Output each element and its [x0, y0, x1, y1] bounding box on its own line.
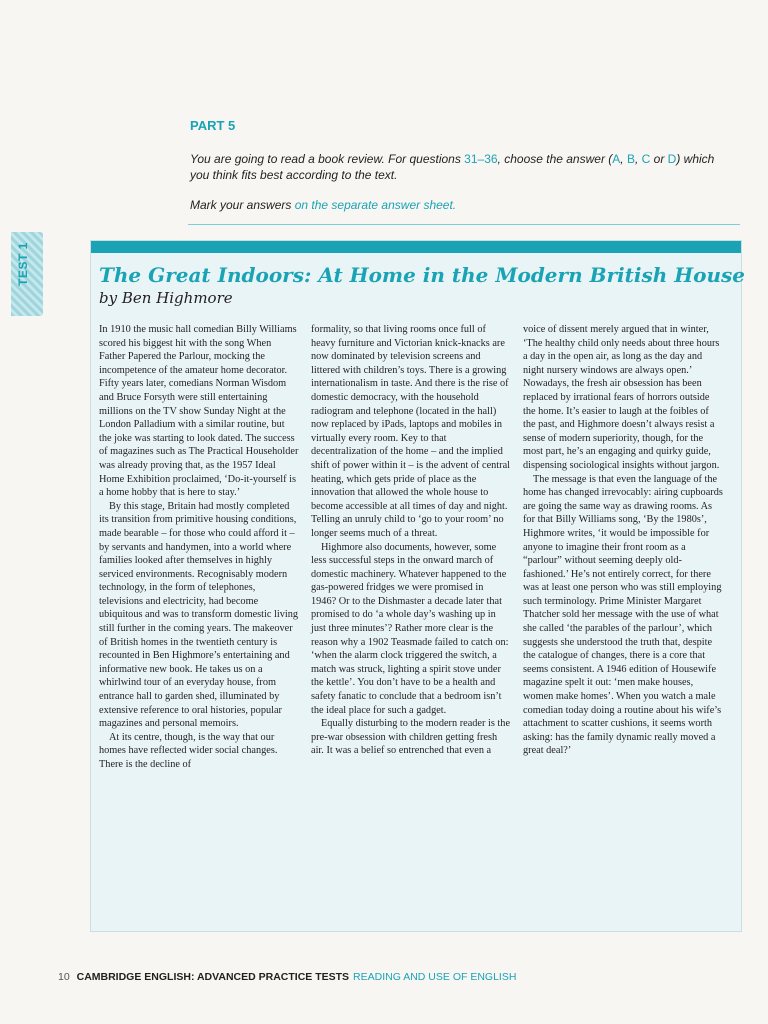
- paragraph: The message is that even the language of the home has changed irrevocably: airing cupboards are going the same way as drawing rooms. As for that Billy Williams song, ‘By the 1980s’, Highmore writes, ‘it would be impossible for anyone to imagine their front room as a “parlour” without seeming deeply old-fashioned.’ He’s not entirely correct, for there was at least one person who was still employing such terminology. Prime Minister Margaret Thatcher sold her message with the use of what she called ‘the parables of the parlour’, which suggests she understood the truth that, despite the catalogue of changes, there is a core that seems consistent. A 1946 edition of Housewife magazine spelt it out: ‘men make houses, women make homes’. When you watch a male comedian today doing a routine about his wife’s attachment to scatter cushions, it seems worth asking: has the family dynamic really moved a great deal?’: [523, 473, 723, 757]
- mark-text: Mark your answers: [190, 198, 295, 212]
- paragraph: At its centre, though, is the way that our homes have reflected wider social changes. There is the decline of: [99, 731, 278, 770]
- page-footer: [58, 971, 516, 983]
- instructions: [190, 151, 720, 183]
- paragraph: voice of dissent merely argued that in winter, ‘The healthy child only needs about three hours a day in the open air, as long as the day and night nursery windows are always open.’ Nowadays, the fresh air obsession has been replaced by irrational fears of horrors outside the home. It’s easier to laugh at the foibles of the past, and Highmore doesn’t always resist a sense of modern superiority, though, for the most part, he’s an engaging and quirky guide, dispensing sociological insights without jargon.: [523, 324, 720, 471]
- paragraph: In 1910 the music hall comedian Billy Williams scored his biggest hit with the song When Father Papered the Parlour, mocking the incompetence of the amateur home decorator. Fifty years later, comedians Norman Wisdom and Bruce Forsyth were still entertaining millions on the TV show Sunday Night at the London Palladium with a similar routine, but the joke was starting to look dated. The success of magazines such as The Practical Householder was already proving that, as the 1957 Ideal Home Exhibition proclaimed, ‘Do-it-yourself is a home hobby that is here to stay.’: [99, 324, 299, 499]
- instructions-text: You are going to read a book review. For questions: [190, 152, 465, 166]
- article-column-1: [99, 323, 299, 772]
- divider: [188, 224, 740, 225]
- instructions-text: ) which you think fits best according to the text.: [190, 152, 715, 182]
- page-number: 10: [58, 971, 70, 983]
- instructions-text: , choose the answer (: [497, 152, 613, 166]
- mark-answers-note: [190, 198, 456, 212]
- separator: ,: [634, 152, 642, 166]
- paragraph: Highmore also documents, however, some less successful steps in the onward march of domestic machinery. Whatever happened to the gas-powered fridges we were promised in 1946? Or to the Dishmaster a decade later that promised to do ‘a whole day’s washing up in just three minutes’? Rather more clear is the reason why a 1902 Teasmade failed to catch on: ‘when the alarm clock triggered the switch, a match was struck, lighting a spirit stove under the kettle’. You don’t have to be a health and safety fanatic to conclude that a bedroom isn’t the ideal place for such a gadget.: [311, 541, 509, 716]
- answer-sheet-text: on the separate answer sheet.: [294, 198, 457, 212]
- article-column-2: [311, 323, 511, 758]
- footer-brand: CAMBRIDGE ENGLISH: ADVANCED PRACTICE TESTS: [76, 971, 350, 983]
- paragraph: Equally disturbing to the modern reader is the pre-war obsession with children getting fresh air. It was a belief so entrenched that even a: [311, 718, 511, 757]
- part-title: PART 5: [190, 118, 236, 133]
- option-d: D: [667, 152, 677, 166]
- article-box: [90, 240, 745, 932]
- article-column-3: [523, 323, 723, 758]
- paragraph: formality, so that living rooms once full of heavy furniture and Victorian knick-knacks are now dominated by television screens and littered with children’s toys. There is a growing internationalism in taste. And there is the rise of domestic democracy, with the household radiogram and telephone (located in the hall) now replaced by iPads, laptops and mobiles in virtually every room. Key to that decentralization of the home – and the implied shift of power within it – is the advent of central heating, which gets pride of place as the innovation that allowed the whole house to become accessible at all times of day and night. Telling an unruly child to ‘go to your room’ no longer seems much of a threat.: [311, 324, 511, 539]
- article-byline: by Ben Highmore: [99, 289, 233, 307]
- option-c: C: [641, 152, 651, 166]
- option-b: B: [626, 152, 635, 166]
- footer-section: READING AND USE OF ENGLISH: [353, 971, 517, 983]
- or-text: or: [650, 152, 668, 166]
- article-header-bar: [91, 241, 741, 253]
- article-title: The Great Indoors: At Home in the Modern British House: [99, 263, 745, 287]
- separator: ,: [620, 152, 627, 166]
- side-tab-label: TEST 1: [16, 242, 30, 286]
- option-a: A: [612, 152, 621, 166]
- paragraph: By this stage, Britain had mostly completed its transition from primitive housing conditions, made bearable – for those who could afford it – by servants and handymen, into a world where families looked after themselves in highly serviced environments. Recognisably modern technology, in the form of telephones, televisions and electricity, had become ubiquitous and was to transform domestic living still further in the coming years. The makeover of British homes in the twentieth century is recounted in Ben Highmore’s entertaining and informative new book. He takes us on a whirlwind tour of an everyday house, from entrance hall to garden shed, illuminated by extensive reference to oral histories, popular magazines and personal memoirs.: [99, 500, 299, 730]
- question-range: 31–36: [464, 152, 498, 166]
